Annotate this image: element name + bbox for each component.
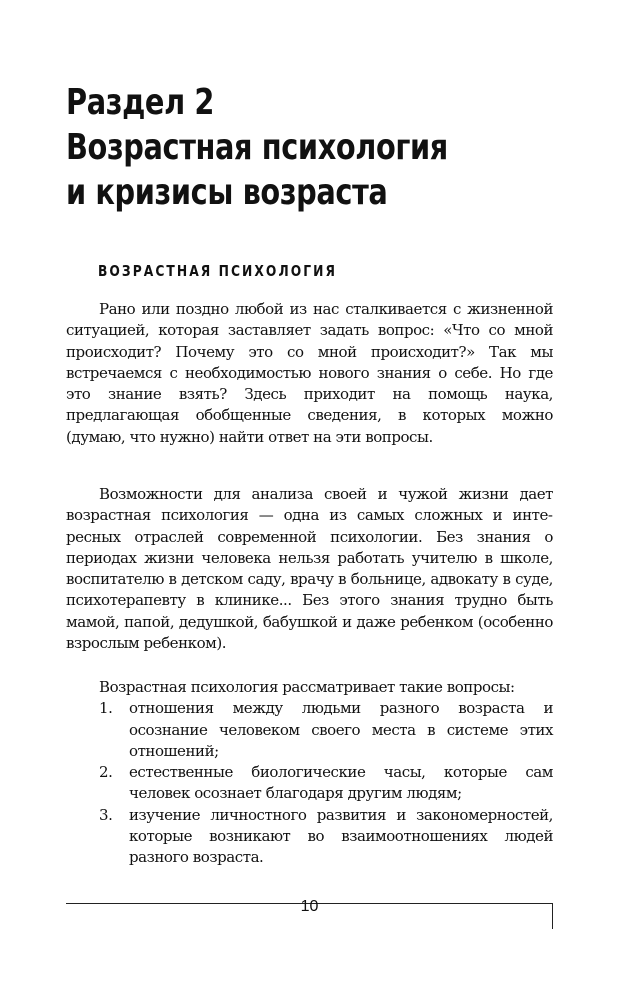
- paragraph-text: Возможности для анализа своей и чужой жизни дает возрастная психология — одна из самых сложных и интересных отраслей современной психологии. Без знания о периодах жизни человека нельзя работать учителю в школе, воспитателю в детском саду, врачу в больнице, адвокату в суде, психотерапевту в клинике... Без этого знания трудно быть мамой, папой, дедушкой, бабушкой и даже ребенком (особенно взрослым ребенком).: [66, 485, 553, 653]
- questions-block: [66, 677, 553, 869]
- body-paragraph: [66, 484, 553, 654]
- list-item-number: 1.: [99, 699, 113, 718]
- chapter-title-line: Раздел 2: [66, 82, 215, 123]
- list-item-text: естественные биологические часы, которые сам человек осознает благодаря другим людям;: [129, 763, 553, 803]
- list-item: [66, 698, 553, 762]
- questions-list: [66, 698, 553, 868]
- body-paragraph: [66, 299, 553, 448]
- section-heading: ВОЗРАСТНАЯ ПСИХОЛОГИЯ: [98, 262, 337, 280]
- list-item-number: 3.: [99, 805, 113, 824]
- list-intro: Возрастная психология рассматривает такие вопросы:: [99, 678, 515, 696]
- page-number: 10: [300, 898, 319, 915]
- chapter-title-line: Возрастная психология: [66, 127, 448, 168]
- chapter-title-line: и кризисы возраста: [66, 172, 388, 213]
- list-item: [66, 805, 553, 869]
- list-item-text: изучение личностного развития и закономерностей, которые возникают во взаимоотношениях людей разного возраста.: [129, 805, 553, 867]
- paragraph-text: Рано или поздно любой из нас сталкивается с жизненной ситуацией, которая заставляет задать вопрос: «Что со мной происходит? Почему это со мной происходит?» Так мы встречаемся с необходимостью нового знания о себе. Но где это знание взять? Здесь приходит на помощь наука, предлагающая обобщенные сведения, в которых можно (думаю, что нужно) найти ответ на эти вопросы.: [66, 300, 553, 446]
- list-item-text: отношения между людьми разного возраста и осознание человеком своего места в системе этих отношений;: [129, 699, 553, 760]
- list-item: [66, 762, 553, 805]
- list-item-number: 2.: [99, 763, 113, 782]
- chapter-title: [66, 80, 466, 215]
